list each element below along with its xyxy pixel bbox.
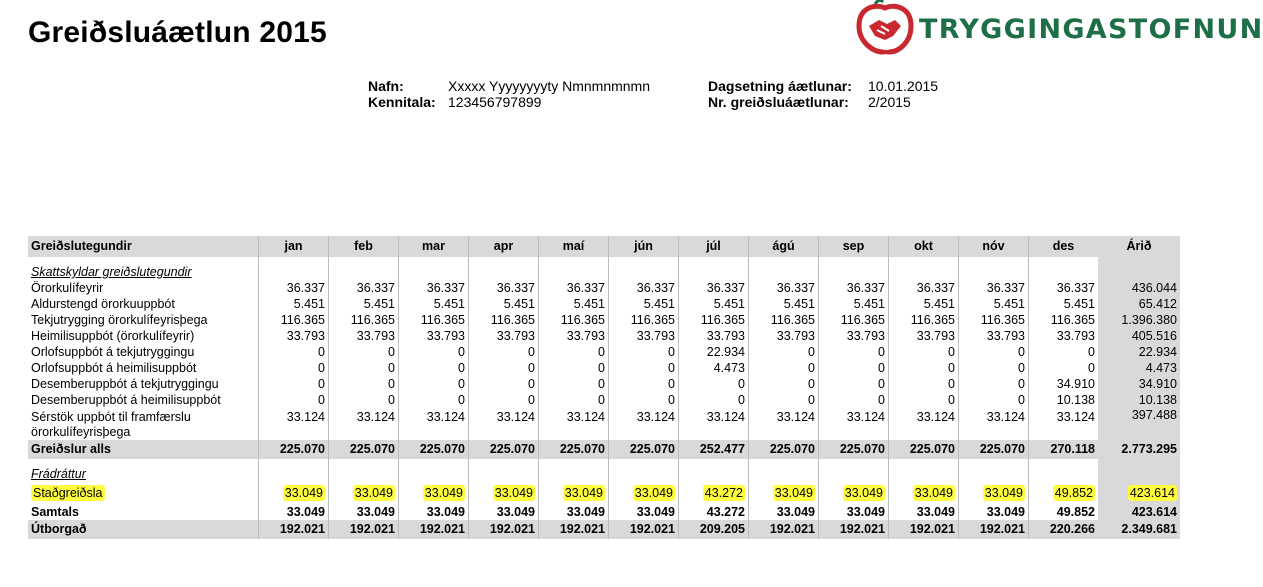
ssn-value: 123456797899 xyxy=(448,94,542,110)
month-cell: 225.070 xyxy=(749,440,819,459)
year-total-cell: 397.488 xyxy=(1098,408,1180,440)
month-cell xyxy=(469,482,539,504)
month-cell xyxy=(1029,482,1099,504)
year-total-cell xyxy=(1098,257,1180,280)
month-cell: 36.337 xyxy=(399,280,469,296)
month-cell xyxy=(889,482,959,504)
paid-out-row xyxy=(28,520,1180,539)
month-cell: 5.451 xyxy=(749,296,819,312)
month-cell: 33.124 xyxy=(819,408,889,440)
month-cell: maí xyxy=(539,236,609,257)
table-row xyxy=(28,296,1180,312)
month-cell: 33.124 xyxy=(399,408,469,440)
year-total-cell: 405.516 xyxy=(1098,328,1180,344)
month-cell xyxy=(469,257,539,280)
year-total-cell: 4.473 xyxy=(1098,360,1180,376)
year-total-cell: 65.412 xyxy=(1098,296,1180,312)
month-cell: 116.365 xyxy=(819,312,889,328)
month-cell: 209.205 xyxy=(679,520,749,539)
month-cell: 0 xyxy=(329,376,399,392)
highlighted-value: 33.049 xyxy=(634,485,673,500)
month-cell: 33.124 xyxy=(329,408,399,440)
month-cell: 225.070 xyxy=(959,440,1029,459)
month-cell: 225.070 xyxy=(259,440,329,459)
month-cell: 43.272 xyxy=(679,504,749,520)
month-cell: 5.451 xyxy=(259,296,329,312)
month-cell: 0 xyxy=(749,392,819,408)
month-cell: 0 xyxy=(469,376,539,392)
highlighted-value: 33.049 xyxy=(914,485,953,500)
month-cell: 0 xyxy=(959,344,1029,360)
month-cell: okt xyxy=(889,236,959,257)
month-cell: 33.124 xyxy=(259,408,329,440)
month-cell: 33.793 xyxy=(679,328,749,344)
month-cell: 225.070 xyxy=(609,440,679,459)
table-header-row xyxy=(28,236,1180,257)
month-cell: 36.337 xyxy=(329,280,399,296)
month-cell: 0 xyxy=(609,376,679,392)
plan-number-value: 2/2015 xyxy=(868,94,911,110)
column-header-label: Greiðslutegundir xyxy=(28,236,259,257)
month-cell xyxy=(259,459,329,482)
month-cell: 0 xyxy=(959,360,1029,376)
month-cell: 0 xyxy=(609,360,679,376)
month-cell: 0 xyxy=(469,344,539,360)
month-cell: 0 xyxy=(539,344,609,360)
plan-info xyxy=(708,78,938,110)
payment-plan-table xyxy=(28,236,1180,539)
row-label: Desemberuppbót á tekjutryggingu xyxy=(31,377,219,391)
month-cell: 0 xyxy=(1029,344,1099,360)
month-cell: 33.793 xyxy=(1029,328,1099,344)
month-cell: 33.793 xyxy=(889,328,959,344)
month-cell: 0 xyxy=(539,360,609,376)
highlighted-value: 33.049 xyxy=(984,485,1023,500)
month-cell: 116.365 xyxy=(469,312,539,328)
month-cell: 33.793 xyxy=(259,328,329,344)
month-cell: 0 xyxy=(259,360,329,376)
month-cell: 4.473 xyxy=(679,360,749,376)
month-cell xyxy=(329,482,399,504)
month-cell: 33.793 xyxy=(749,328,819,344)
month-cell: 33.793 xyxy=(609,328,679,344)
month-cell: 33.049 xyxy=(539,504,609,520)
month-cell: 116.365 xyxy=(329,312,399,328)
table-row xyxy=(28,408,1180,440)
plan-date-value: 10.01.2015 xyxy=(868,78,939,94)
ssn-label: Kennitala: xyxy=(368,94,436,110)
month-cell xyxy=(749,257,819,280)
month-cell: 0 xyxy=(749,344,819,360)
month-cell: 0 xyxy=(329,392,399,408)
month-cell: 36.337 xyxy=(819,280,889,296)
month-cell: 0 xyxy=(889,376,959,392)
month-cell xyxy=(749,482,819,504)
month-cell: 0 xyxy=(399,392,469,408)
month-cell xyxy=(329,257,399,280)
month-cell xyxy=(399,257,469,280)
row-label: Orlofsuppbót á tekjutryggingu xyxy=(31,345,195,359)
month-cell xyxy=(259,257,329,280)
section-heading-row xyxy=(28,459,1180,482)
month-cell: 33.124 xyxy=(889,408,959,440)
month-cell xyxy=(959,482,1029,504)
month-cell: 225.070 xyxy=(469,440,539,459)
month-cell: 270.118 xyxy=(1029,440,1099,459)
highlighted-value: 33.049 xyxy=(774,485,813,500)
month-cell xyxy=(1029,257,1099,280)
recipient-info xyxy=(368,78,650,110)
month-cell: 0 xyxy=(889,392,959,408)
section-heading-deductions: Frádráttur xyxy=(31,467,86,481)
year-total-cell: 2.773.295 xyxy=(1098,440,1180,459)
month-cell xyxy=(399,482,469,504)
deductions-total-row xyxy=(28,504,1180,520)
month-cell: 5.451 xyxy=(679,296,749,312)
month-cell: 252.477 xyxy=(679,440,749,459)
month-cell xyxy=(819,459,889,482)
month-cell: 5.451 xyxy=(539,296,609,312)
month-cell: 22.934 xyxy=(679,344,749,360)
highlighted-value: 33.049 xyxy=(354,485,393,500)
month-cell: 192.021 xyxy=(819,520,889,539)
month-cell: jan xyxy=(259,236,329,257)
month-cell: 5.451 xyxy=(959,296,1029,312)
month-cell: 192.021 xyxy=(259,520,329,539)
month-cell xyxy=(679,482,749,504)
month-cell: 0 xyxy=(749,360,819,376)
month-cell: jún xyxy=(609,236,679,257)
row-label: Tekjutrygging örorkulífeyrisþega xyxy=(31,313,208,327)
month-cell: 192.021 xyxy=(609,520,679,539)
withholding-label xyxy=(28,482,259,504)
month-cell xyxy=(609,459,679,482)
highlighted-value: 43.272 xyxy=(704,485,743,500)
page-title: Greiðsluáætlun 2015 xyxy=(28,16,327,49)
month-cell: 225.070 xyxy=(399,440,469,459)
table-row xyxy=(28,328,1180,344)
month-cell: 116.365 xyxy=(539,312,609,328)
month-cell: 0 xyxy=(259,344,329,360)
month-cell xyxy=(1029,459,1099,482)
month-cell: 0 xyxy=(679,392,749,408)
month-cell: 10.138 xyxy=(1029,392,1099,408)
month-cell xyxy=(469,459,539,482)
month-cell: 5.451 xyxy=(399,296,469,312)
month-cell: 116.365 xyxy=(679,312,749,328)
month-cell xyxy=(959,459,1029,482)
name-label: Nafn: xyxy=(368,78,404,94)
month-cell: 0 xyxy=(399,344,469,360)
month-cell: 192.021 xyxy=(749,520,819,539)
month-cell: 36.337 xyxy=(469,280,539,296)
month-cell: 33.124 xyxy=(679,408,749,440)
year-total-cell: 22.934 xyxy=(1098,344,1180,360)
year-total-cell: 1.396.380 xyxy=(1098,312,1180,328)
month-cell xyxy=(539,459,609,482)
month-cell: 192.021 xyxy=(329,520,399,539)
total-payments-label: Greiðslur alls xyxy=(28,440,259,459)
month-cell: mar xyxy=(399,236,469,257)
month-cell: 0 xyxy=(889,360,959,376)
month-cell: 33.049 xyxy=(609,504,679,520)
table-row xyxy=(28,344,1180,360)
highlighted-value: 33.049 xyxy=(284,485,323,500)
month-cell xyxy=(889,257,959,280)
month-cell: 5.451 xyxy=(469,296,539,312)
highlighted-label: Staðgreiðsla xyxy=(33,485,103,500)
table-row xyxy=(28,376,1180,392)
year-total-cell xyxy=(1098,482,1180,504)
month-cell: ágú xyxy=(749,236,819,257)
highlighted-value: 33.049 xyxy=(494,485,533,500)
month-cell xyxy=(959,257,1029,280)
tryggingastofnun-logo xyxy=(855,0,1263,56)
month-cell: 0 xyxy=(329,344,399,360)
month-cell: 116.365 xyxy=(749,312,819,328)
month-cell: 192.021 xyxy=(399,520,469,539)
row-label: Heimilisuppbót (örorkulífeyrir) xyxy=(31,329,195,343)
month-cell: 33.793 xyxy=(469,328,539,344)
plan-number-label: Nr. greiðsluáætlunar: xyxy=(708,94,849,110)
month-cell: 225.070 xyxy=(329,440,399,459)
month-cell: 0 xyxy=(819,344,889,360)
month-cell xyxy=(259,482,329,504)
month-cell: nóv xyxy=(959,236,1029,257)
name-value: Xxxxx Yyyyyyyyty Nmnmnmnmn xyxy=(448,78,650,94)
month-cell: 116.365 xyxy=(1029,312,1099,328)
month-cell: 33.049 xyxy=(399,504,469,520)
month-cell: 33.124 xyxy=(749,408,819,440)
month-cell xyxy=(889,459,959,482)
month-cell: 116.365 xyxy=(259,312,329,328)
month-cell: 192.021 xyxy=(539,520,609,539)
section-heading-taxable: Skattskyldar greiðslutegundir xyxy=(31,265,192,279)
year-total-cell: 423.614 xyxy=(1098,504,1180,520)
month-cell: 0 xyxy=(819,392,889,408)
month-cell: 33.049 xyxy=(329,504,399,520)
month-cell: 5.451 xyxy=(819,296,889,312)
month-cell: 33.793 xyxy=(539,328,609,344)
month-cell: des xyxy=(1029,236,1099,257)
month-cell xyxy=(609,482,679,504)
highlighted-value: 423.614 xyxy=(1129,485,1175,500)
table-row xyxy=(28,280,1180,296)
row-label: Desemberuppbót á heimilisuppbót xyxy=(31,393,221,407)
month-cell: 225.070 xyxy=(539,440,609,459)
month-cell: 0 xyxy=(539,392,609,408)
month-cell: sep xyxy=(819,236,889,257)
month-cell: 36.337 xyxy=(959,280,1029,296)
highlighted-value: 33.049 xyxy=(424,485,463,500)
year-total-cell: 2.349.681 xyxy=(1098,520,1180,539)
row-label: Örorkulífeyrir xyxy=(31,281,104,295)
month-cell: feb xyxy=(329,236,399,257)
month-cell: 33.793 xyxy=(329,328,399,344)
month-cell: 0 xyxy=(679,376,749,392)
month-cell: 5.451 xyxy=(1029,296,1099,312)
month-cell xyxy=(539,482,609,504)
table-row xyxy=(28,360,1180,376)
month-cell: 0 xyxy=(539,376,609,392)
month-cell: apr xyxy=(469,236,539,257)
month-cell xyxy=(609,257,679,280)
month-cell xyxy=(819,257,889,280)
month-cell: 116.365 xyxy=(399,312,469,328)
month-cell: 33.124 xyxy=(469,408,539,440)
month-cell: 0 xyxy=(959,392,1029,408)
plan-date-label: Dagsetning áætlunar: xyxy=(708,78,852,94)
month-cell xyxy=(679,257,749,280)
section-heading-row xyxy=(28,257,1180,280)
month-cell: 192.021 xyxy=(889,520,959,539)
month-cell: 33.049 xyxy=(259,504,329,520)
month-cell: 33.793 xyxy=(959,328,1029,344)
month-cell: 116.365 xyxy=(959,312,1029,328)
month-cell: 5.451 xyxy=(609,296,679,312)
month-cell: 36.337 xyxy=(749,280,819,296)
month-cell: 192.021 xyxy=(469,520,539,539)
highlighted-value: 33.049 xyxy=(844,485,883,500)
month-cell: 36.337 xyxy=(609,280,679,296)
table-row xyxy=(28,392,1180,408)
row-label: Orlofsuppbót á heimilisuppbót xyxy=(31,361,197,375)
month-cell: 49.852 xyxy=(1029,504,1099,520)
logo-text: TRYGGINGASTOFNUN xyxy=(919,14,1263,45)
month-cell: 33.793 xyxy=(819,328,889,344)
year-total-cell: 34.910 xyxy=(1098,376,1180,392)
month-cell xyxy=(679,459,749,482)
month-cell: 0 xyxy=(329,360,399,376)
month-cell: 33.793 xyxy=(399,328,469,344)
month-cell: 0 xyxy=(609,344,679,360)
year-total-cell xyxy=(1098,459,1180,482)
month-cell: 33.049 xyxy=(819,504,889,520)
month-cell: 0 xyxy=(259,392,329,408)
month-cell: 0 xyxy=(1029,360,1099,376)
month-cell: 36.337 xyxy=(679,280,749,296)
month-cell: 220.266 xyxy=(1029,520,1099,539)
month-cell: 0 xyxy=(959,376,1029,392)
month-cell: 0 xyxy=(399,376,469,392)
month-cell: 5.451 xyxy=(889,296,959,312)
month-cell: 0 xyxy=(749,376,819,392)
month-cell: 33.049 xyxy=(749,504,819,520)
month-cell: 225.070 xyxy=(819,440,889,459)
month-cell: 0 xyxy=(399,360,469,376)
month-cell: 0 xyxy=(889,344,959,360)
month-cell: 0 xyxy=(819,360,889,376)
month-cell: 36.337 xyxy=(889,280,959,296)
month-cell xyxy=(329,459,399,482)
month-cell: júl xyxy=(679,236,749,257)
year-total-cell: 436.044 xyxy=(1098,280,1180,296)
highlighted-value: 33.049 xyxy=(564,485,603,500)
table-row xyxy=(28,312,1180,328)
month-cell: 33.049 xyxy=(889,504,959,520)
month-cell xyxy=(749,459,819,482)
month-cell: 36.337 xyxy=(1029,280,1099,296)
year-total-cell: 10.138 xyxy=(1098,392,1180,408)
month-cell: 0 xyxy=(469,360,539,376)
month-cell: 33.124 xyxy=(1029,408,1099,440)
month-cell: 0 xyxy=(469,392,539,408)
month-cell: 33.124 xyxy=(609,408,679,440)
month-cell: 33.049 xyxy=(469,504,539,520)
deductions-total-label: Samtals xyxy=(31,505,79,519)
handshake-apple-icon xyxy=(855,0,915,56)
month-cell: 225.070 xyxy=(889,440,959,459)
row-label: Aldurstengd örorkuuppbót xyxy=(31,297,175,311)
month-cell xyxy=(819,482,889,504)
month-cell: 33.049 xyxy=(959,504,1029,520)
month-cell: 0 xyxy=(259,376,329,392)
month-cell: 116.365 xyxy=(609,312,679,328)
month-cell: 0 xyxy=(819,376,889,392)
row-label: Sérstök uppbót til framfærslu örorkulífeyrisþega xyxy=(31,410,191,439)
month-cell: 34.910 xyxy=(1029,376,1099,392)
month-cell: 36.337 xyxy=(539,280,609,296)
paid-out-label: Útborgað xyxy=(28,520,259,539)
month-cell: 36.337 xyxy=(259,280,329,296)
month-cell: 5.451 xyxy=(329,296,399,312)
highlighted-value: 49.852 xyxy=(1054,485,1093,500)
month-cell: 192.021 xyxy=(959,520,1029,539)
withholding-row xyxy=(28,482,1180,504)
month-cell xyxy=(539,257,609,280)
total-payments-row xyxy=(28,440,1180,459)
month-cell: 33.124 xyxy=(539,408,609,440)
month-cell xyxy=(399,459,469,482)
month-cell: 0 xyxy=(609,392,679,408)
month-cell: 33.124 xyxy=(959,408,1029,440)
year-total-cell: Árið xyxy=(1098,236,1180,257)
month-cell: 116.365 xyxy=(889,312,959,328)
